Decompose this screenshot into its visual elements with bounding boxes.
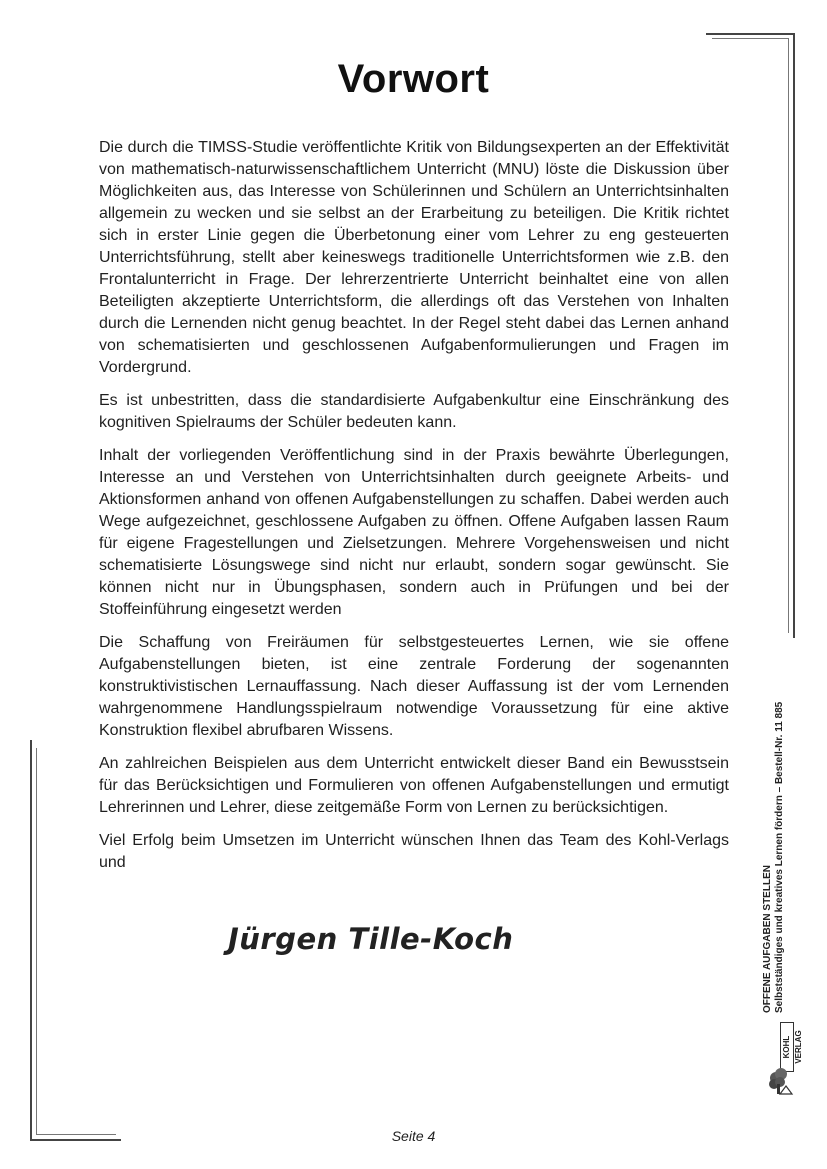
- preface-body: [99, 137, 729, 885]
- frame-top-right-vertical-inner: [788, 38, 789, 633]
- publisher-logo: [766, 1020, 803, 1095]
- sidebar-order-number: Selbstständiges und kreatives Lernen fördern – Bestell-Nr. 11 885: [774, 701, 785, 1013]
- paragraph-3: Inhalt der vorliegenden Veröffentlichung sind in der Praxis bewährte Überlegungen, Interesse an und Verstehen von Unterrichtsinhalten durch geeignete Arbeits- und Aktionsformen anhand von offenen Aufgabenstellungen zu schaffen. Dabei werden auch Wege aufgezeichnet, geschlossene Aufgaben zu öffnen. Offene Aufgaben lassen Raum für eigene Fragestellungen und Zielsetzungen. Mehrere Vorgehensweisen und nicht schematisierte Lösungswege sind nicht nur erlaubt, sondern sogar gewünscht. Sie können nicht nur in Übungsphasen, sondern auch in Prüfungen und bei der Stoffeinführung eingesetzt werden: [99, 447, 729, 618]
- frame-bottom-left-vertical: [30, 740, 32, 1140]
- paragraph-1: Die durch die TIMSS-Studie veröffentlichte Kritik von Bildungsexperten an der Effektivität von mathematisch-naturwissenschaftlichem Unterricht (MNU) löste die Diskussion über Möglichkeiten aus, das Interesse von Schülerinnen und Schülern an Unterrichtsinhalten allgemein zu wecken und sie selbst an der Erarbeitung zu beteiligen. Die Kritik richtet sich in erster Linie gegen die Überbetonung einer vom Lehrer zu eng gesteuerten Unterrichtsführung, stellt aber keineswegs traditionelle Unterrichtsformen wie z.B. den Frontalunterricht in Frage. Der lehrerzentrierte Unterricht beinhaltet eine von allen Beteiligten akzeptierte Unterrichtsform, die allerdings oft das Verstehen von Inhalten durch die Lernenden nicht genug beachtet. In der Regel steht dabei das Lernen anhand von schematisierten und geschlossenen Aufgabenformulierungen und Fragen im Vordergrund.: [99, 139, 729, 376]
- paragraph-5: An zahlreichen Beispielen aus dem Unterricht entwickelt dieser Band ein Bewusstsein für das Berücksichtigen und Formulieren von offenen Aufgabenstellungen und ermutigt Lehrerinnen und Lehrer, diese zeitgemäße Form von Lernen zu berücksichtigen.: [99, 755, 729, 816]
- sidebar-book-info: [762, 693, 796, 1013]
- publisher-name: KOHL VERLAG: [782, 1030, 803, 1064]
- page-number: Seite 4: [391, 1128, 436, 1144]
- frame-top-right-vertical: [793, 33, 795, 638]
- frame-top-right-horizontal-inner: [712, 38, 788, 39]
- author-signature: Jürgen Tille-Koch: [228, 922, 514, 956]
- frame-bottom-left-vertical-inner: [36, 748, 37, 1135]
- sidebar-book-title: OFFENE AUFGABEN STELLEN: [762, 865, 773, 1013]
- paragraph-2: Es ist unbestritten, dass die standardisierte Aufgabenkultur eine Einschränkung des kognitiven Spielraums der Schüler bedeuten kann.: [99, 392, 729, 431]
- paragraph-6: Viel Erfolg beim Umsetzen im Unterricht wünschen Ihnen das Team des Kohl-Verlags und: [99, 832, 729, 871]
- tree-icon: [766, 1064, 800, 1098]
- frame-top-right-horizontal: [706, 33, 794, 35]
- page-title: Vorwort: [337, 56, 490, 101]
- paragraph-4: Die Schaffung von Freiräumen für selbstgesteuertes Lernen, wie sie offene Aufgabenstellungen bieten, ist eine zentrale Forderung der sogenannten konstruktivistischen Lernauffassung. Nach dieser Auffassung ist der vom Lernenden wahrgenommene Handlungsspielraum notwendige Voraussetzung für eine aktive Konstruktion flexibel abrufbaren Wissens.: [99, 634, 729, 739]
